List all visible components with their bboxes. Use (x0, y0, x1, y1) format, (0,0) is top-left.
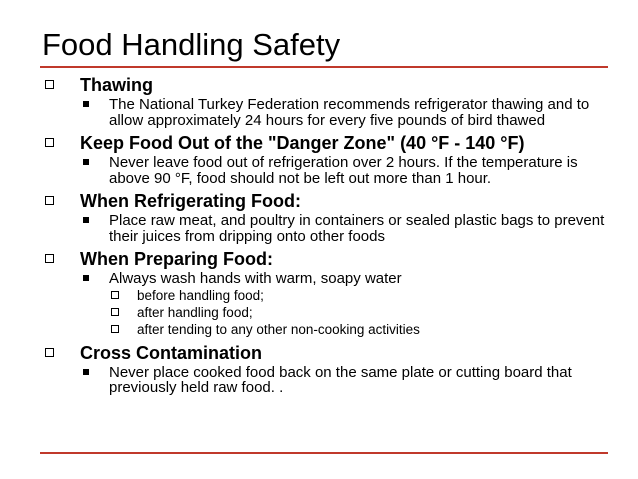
title-divider (40, 66, 608, 68)
sub-bullet-text: after handling food; (137, 304, 253, 320)
heading-text: When Refrigerating Food: (80, 191, 301, 211)
bullet-item (44, 155, 618, 186)
section-heading-thawing (44, 75, 618, 95)
hollow-square-bullet-icon (45, 138, 54, 147)
sub-bullet-item (44, 321, 618, 338)
bullet-text: Place raw meat, and poultry in containers or sealed plastic bags to prevent their juices from dripping onto other foods (109, 212, 605, 245)
bullet-text: The National Turkey Federation recommends refrigerator thawing and to allow approximately 24 hours for every five pounds of bird thawed (109, 96, 590, 129)
bullet-text: Never place cooked food back on the same plate or cutting board that previously held raw food. . (109, 363, 572, 396)
hollow-square-bullet-icon (45, 254, 54, 263)
heading-text: When Preparing Food: (80, 249, 273, 269)
bullet-item (44, 97, 618, 128)
heading-text: Cross Contamination (80, 342, 263, 363)
sub-bullet-item (44, 304, 618, 321)
bullet-text: Never leave food out of refrigeration over 2 hours. If the temperature is above 90 °F, food should not be left out more than 1 hour. (109, 154, 578, 187)
bullet-item (44, 365, 618, 396)
section-heading-refrigerating (44, 191, 618, 211)
hollow-square-bullet-icon (45, 348, 54, 357)
hollow-square-bullet-icon (111, 325, 119, 333)
filled-square-bullet-icon (83, 275, 89, 281)
hollow-square-bullet-icon (111, 291, 119, 299)
sub-bullet-text: after tending to any other non-cooking activities (137, 321, 420, 337)
heading-text: Thawing (80, 75, 153, 95)
hollow-square-bullet-icon (45, 80, 54, 89)
sub-bullet-text: before handling food; (137, 287, 264, 303)
section-heading-cross-contamination (44, 343, 618, 363)
slide-title: Food Handling Safety (42, 27, 341, 62)
section-heading-danger-zone (44, 133, 618, 153)
footer-divider (40, 452, 608, 454)
sub-bullet-item (44, 287, 618, 304)
bullet-item (44, 271, 618, 287)
section-heading-preparing (44, 249, 618, 269)
filled-square-bullet-icon (83, 159, 89, 165)
hollow-square-bullet-icon (111, 308, 119, 316)
heading-text: Keep Food Out of the "Danger Zone" (40 °F - 140 °F) (80, 133, 525, 153)
slide-content (44, 75, 618, 396)
bullet-text: Always wash hands with warm, soapy water (109, 270, 402, 287)
hollow-square-bullet-icon (45, 196, 54, 205)
filled-square-bullet-icon (83, 217, 89, 223)
filled-square-bullet-icon (83, 101, 89, 107)
filled-square-bullet-icon (83, 369, 89, 375)
bullet-item (44, 213, 618, 244)
